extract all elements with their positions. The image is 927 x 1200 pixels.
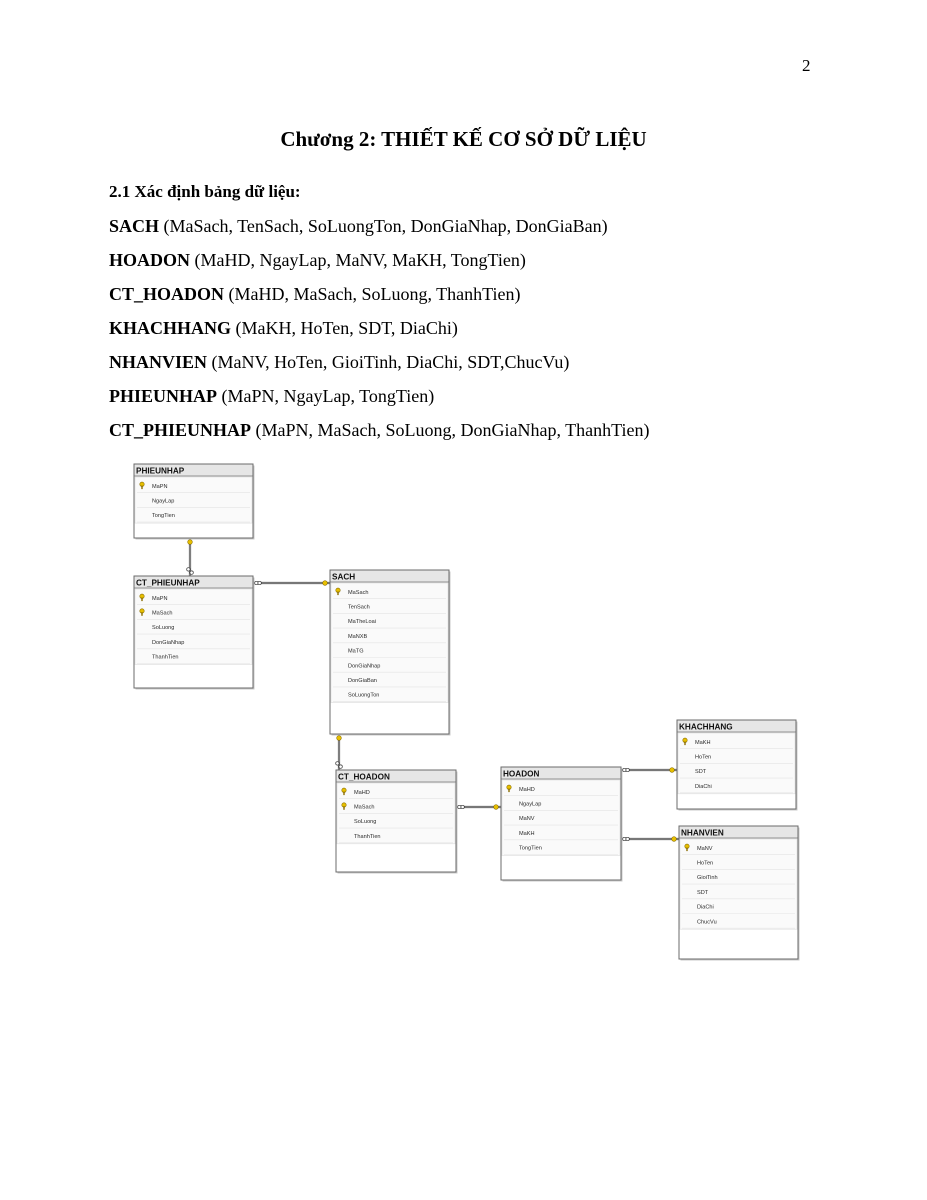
section-heading: 2.1 Xác định bảng dữ liệu: — [109, 182, 301, 201]
field-name: MaTG — [348, 648, 364, 655]
field-name: DiaChi — [695, 783, 712, 790]
field-name: MaKH — [519, 830, 535, 837]
table-columns: (MaHD, MaSach, SoLuong, ThanhTien) — [228, 284, 521, 304]
many-end-icon — [623, 768, 630, 771]
table-name: HOADON — [109, 250, 190, 270]
many-end-icon — [458, 805, 465, 808]
table-name: SACH — [109, 216, 160, 236]
field-name: MaSach — [354, 804, 375, 811]
field-name: SoLuongTon — [348, 692, 380, 699]
field-name: NgayLap — [519, 801, 542, 808]
field-name: MaTheLoai — [348, 619, 376, 626]
relationship-hoadon-nhanvien — [621, 837, 679, 842]
field-name: MaPN — [152, 595, 168, 602]
table-columns: (MaSach, TenSach, SoLuongTon, DonGiaNhap, DonGiaBan) — [163, 216, 608, 236]
one-end-key-icon — [672, 837, 677, 842]
field-name: MaNV — [697, 845, 713, 852]
table-columns: (MaPN, MaSach, SoLuong, DonGiaNhap, ThanhTien) — [255, 420, 650, 440]
field-name: TenSach — [348, 604, 370, 611]
entity-sach[interactable] — [330, 570, 451, 736]
chapter-title: Chương 2: THIẾT KẾ CƠ SỞ DỮ LIỆU — [280, 127, 647, 151]
field-name: NgayLap — [152, 498, 175, 505]
page-number: 2 — [802, 56, 811, 75]
field-name: TongTien — [519, 845, 542, 852]
table-name: NHANVIEN — [109, 352, 208, 372]
field-name: ThanhTien — [152, 654, 179, 661]
entity-ct_phieunhap[interactable] — [134, 576, 255, 690]
field-name: MaHD — [519, 786, 535, 793]
table-name: KHACHHANG — [109, 318, 232, 338]
field-name: SDT — [695, 769, 707, 776]
field-name: DiaChi — [697, 904, 714, 911]
entity-phieunhap[interactable] — [134, 464, 255, 540]
one-end-key-icon — [670, 768, 675, 773]
field-name: DonGiaNhap — [152, 639, 185, 646]
field-name: ChucVu — [697, 919, 717, 926]
table-name: PHIEUNHAP — [109, 386, 217, 406]
field-name: SDT — [697, 889, 709, 896]
entity-ct_hoadon[interactable] — [336, 770, 458, 874]
entity-title: KHACHHANG — [679, 722, 733, 732]
table-name: CT_PHIEUNHAP — [109, 420, 252, 440]
field-name: MaSach — [348, 589, 369, 596]
field-name: GioiTinh — [697, 875, 718, 882]
table-columns: (MaHD, NgayLap, MaNV, MaKH, TongTien) — [194, 250, 526, 270]
one-end-key-icon — [494, 805, 499, 810]
many-end-icon — [623, 837, 630, 840]
entity-title: PHIEUNHAP — [136, 466, 185, 476]
relationship-ct_hoadon-hoadon — [456, 805, 501, 810]
field-name: MaPN — [152, 483, 168, 490]
field-name: MaHD — [354, 789, 370, 796]
one-end-key-icon — [323, 581, 328, 586]
many-end-icon — [255, 581, 262, 584]
field-name: SoLuong — [354, 819, 377, 826]
field-name: MaKH — [695, 739, 711, 746]
field-name: MaNXB — [348, 633, 368, 640]
entity-title: SACH — [332, 572, 356, 582]
field-name: HoTen — [697, 860, 714, 867]
one-end-key-icon — [188, 540, 193, 545]
field-name: DonGiaBan — [348, 678, 377, 684]
field-name: TongTien — [152, 513, 175, 520]
table-name: CT_HOADON — [109, 284, 225, 304]
entity-title: CT_PHIEUNHAP — [136, 578, 200, 588]
relationship-ct_hoadon-sach — [336, 734, 343, 770]
entity-title: NHANVIEN — [681, 828, 724, 838]
field-name: ThanhTien — [354, 833, 381, 840]
field-name: DonGiaNhap — [348, 663, 381, 670]
table-columns: (MaPN, NgayLap, TongTien) — [221, 386, 435, 406]
entity-title: CT_HOADON — [338, 772, 390, 782]
table-columns: (MaNV, HoTen, GioiTinh, DiaChi, SDT,ChucVu) — [211, 352, 570, 372]
relationship-hoadon-khachhang — [621, 768, 677, 773]
entity-title: HOADON — [503, 769, 540, 779]
one-end-key-icon — [337, 736, 342, 741]
table-columns: (MaKH, HoTen, SDT, DiaChi) — [235, 318, 458, 338]
field-name: MaSach — [152, 610, 173, 617]
relationship-ct_phieunhap-phieunhap — [187, 538, 194, 576]
field-name: SoLuong — [152, 625, 175, 632]
entity-nhanvien[interactable] — [679, 826, 800, 961]
entity-hoadon[interactable] — [501, 767, 623, 882]
relationship-ct_phieunhap-sach — [253, 581, 330, 586]
entity-khachhang[interactable] — [677, 720, 798, 811]
field-name: HoTen — [695, 754, 712, 761]
field-name: MaNV — [519, 816, 535, 823]
